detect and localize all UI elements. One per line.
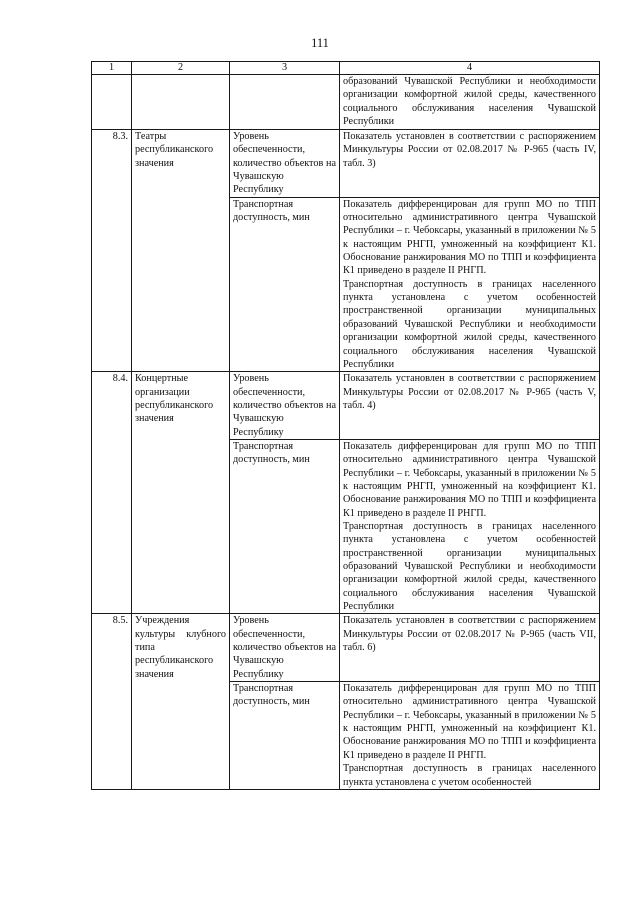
table-row [92,372,600,440]
cell-empty [230,75,340,130]
indicator-name: Уровень обеспеченности, количество объектов на Чувашскую Республику [230,614,340,682]
facility-name: Театры республиканского значения [132,130,230,372]
indicator-description: Показатель установлен в соответствии с распоряжением Минкультуры России от 02.08.2017 № Р-965 (часть V, табл. 4) [340,372,600,440]
indicator-description: Показатель дифференцирован для групп МО по ТПП относительно административного центра Чувашской Республики – г. Чебоксары, указанный в приложении № 5 к настоящим РНГП, умноженный на коэффициент К1. Обоснование ранжирования МО по ТПП и коэффициента К1 приведено в разделе II РНГП. Транспортная доступность в границах населенного пункта установлена с учетом особенностей пространственной организации муниципальных образований Чувашской Республики и необходимости организации комфортной жилой среды, качественного социального обслуживания населения Чувашской Республики [340,197,600,371]
indicator-description: Показатель дифференцирован для групп МО по ТПП относительно административного центра Чувашской Республики – г. Чебоксары, указанный в приложении № 5 к настоящим РНГП, умноженный на коэффициент К1. Обоснование ранжирования МО по ТПП и коэффициента К1 приведено в разделе II РНГП. Транспортная доступность в границах населенного пункта установлена с учетом особенностей пространственной организации муниципальных образований Чувашской Республики и необходимости организации комфортной жилой среды, качественного социального обслуживания населения Чувашской Республики [340,439,600,613]
column-header: 2 [132,62,230,75]
section-number: 8.3. [92,130,132,372]
column-header: 3 [230,62,340,75]
table-row [92,130,600,198]
table-row-continuation [92,75,600,130]
cell-empty [132,75,230,130]
indicator-name: Транспортная доступность, мин [230,439,340,613]
facility-name: Концертные организации республиканского значения [132,372,230,614]
indicator-description: Показатель дифференцирован для групп МО по ТПП относительно административного центра Чувашской Республики – г. Чебоксары, указанный в приложении № 5 к настоящим РНГП, умноженный на коэффициент К1. Обоснование ранжирования МО по ТПП и коэффициента К1 приведено в разделе II РНГП. Транспортная доступность в границах населенного пункта установлена с учетом особенностей [340,682,600,790]
section-number: 8.5. [92,614,132,789]
indicator-name: Уровень обеспеченности, количество объектов на Чувашскую Республику [230,130,340,198]
indicator-name: Уровень обеспеченности, количество объектов на Чувашскую Республику [230,372,340,440]
indicator-description: образований Чувашской Республики и необходимости организации комфортной жилой среды, качественного социального обслуживания населения Чувашской Республики [340,75,600,130]
table-row [92,614,600,682]
cell-empty [92,75,132,130]
norms-table [91,61,600,790]
page-number: 111 [311,36,329,50]
indicator-description: Показатель установлен в соответствии с распоряжением Минкультуры России от 02.08.2017 № Р-965 (часть IV, табл. 3) [340,130,600,198]
indicator-name: Транспортная доступность, мин [230,682,340,790]
indicator-name: Транспортная доступность, мин [230,197,340,371]
indicator-description: Показатель установлен в соответствии с распоряжением Минкультуры России от 02.08.2017 № Р-965 (часть VII, табл. 6) [340,614,600,682]
section-number: 8.4. [92,372,132,614]
table-header-row [92,62,600,75]
column-header: 4 [340,62,600,75]
column-header: 1 [92,62,132,75]
facility-name: Учреждения культуры клубного типа республиканского значения [132,614,230,789]
